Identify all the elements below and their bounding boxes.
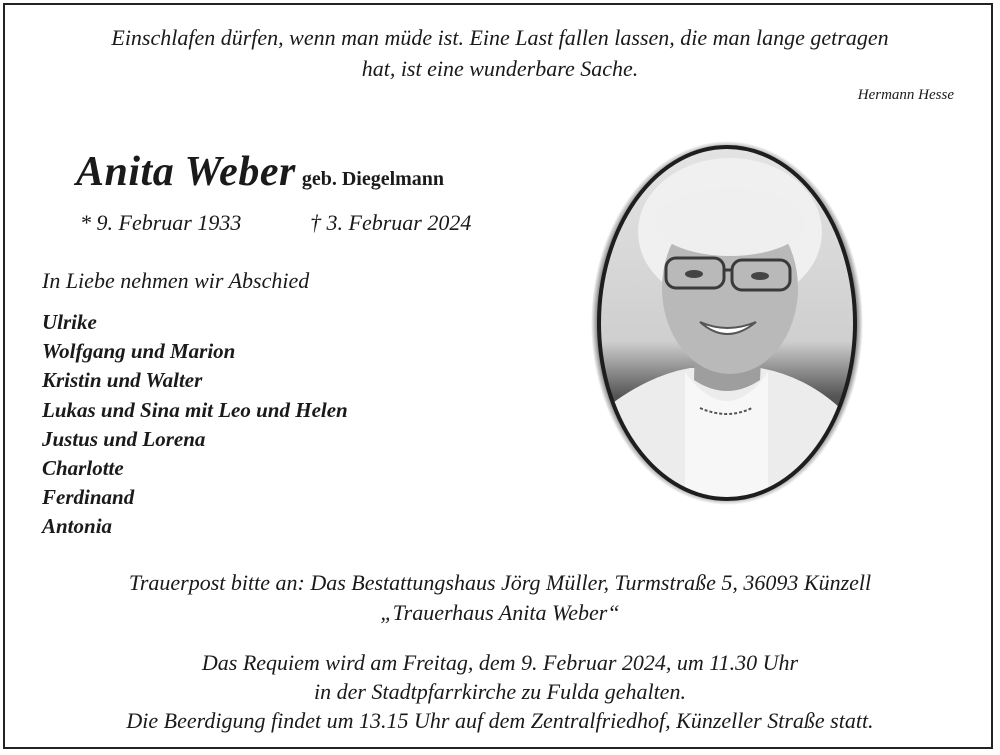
service-info xyxy=(0,648,1000,735)
deceased-name-line xyxy=(76,148,444,196)
portrait-oval xyxy=(590,140,864,506)
requiem-info: Das Requiem wird am Freitag, dem 9. Februar 2024, um 11.30 Uhr xyxy=(201,650,799,675)
quote-line-2: hat, ist eine wunderbare Sache. xyxy=(361,56,639,81)
mourner-name: Wolfgang und Marion xyxy=(42,339,236,364)
quote-author: Hermann Hesse xyxy=(857,87,954,103)
portrait-photo xyxy=(590,140,864,506)
maiden-name: geb. Diegelmann xyxy=(301,168,445,190)
burial-info: Die Beerdigung findet um 13.15 Uhr auf dem Zentralfriedhof, Künzeller Straße statt. xyxy=(126,708,874,733)
mourner-name: Kristin und Walter xyxy=(42,368,203,393)
mourner-name: Antonia xyxy=(42,514,113,539)
mourner-name: Ferdinand xyxy=(42,485,135,510)
mourning-mail-recipient: „Trauerhaus Anita Weber“ xyxy=(380,600,620,625)
quote-line-1: Einschlafen dürfen, wenn man müde ist. Eine Last fallen lassen, die man lange getragen xyxy=(111,25,889,50)
mourners-list xyxy=(42,308,348,542)
death-date: † 3. Februar 2024 xyxy=(310,210,472,235)
mourner-name: Ulrike xyxy=(42,310,97,334)
mourner-name: Lukas und Sina mit Leo und Helen xyxy=(42,397,348,422)
hesse-quote xyxy=(40,22,960,84)
deceased-name: Anita Weber xyxy=(76,149,296,195)
mourning-mail-address: Trauerpost bitte an: Das Bestattungshaus Jörg Müller, Turmstraße 5, 36093 Künzell xyxy=(128,570,872,595)
farewell-intro: In Liebe nehmen wir Abschied xyxy=(42,268,310,293)
church-info: in der Stadtpfarrkirche zu Fulda gehalten. xyxy=(314,679,686,704)
mourner-name: Justus und Lorena xyxy=(42,426,206,451)
mourner-name: Charlotte xyxy=(42,456,124,481)
birth-date: * 9. Februar 1933 xyxy=(80,210,242,235)
